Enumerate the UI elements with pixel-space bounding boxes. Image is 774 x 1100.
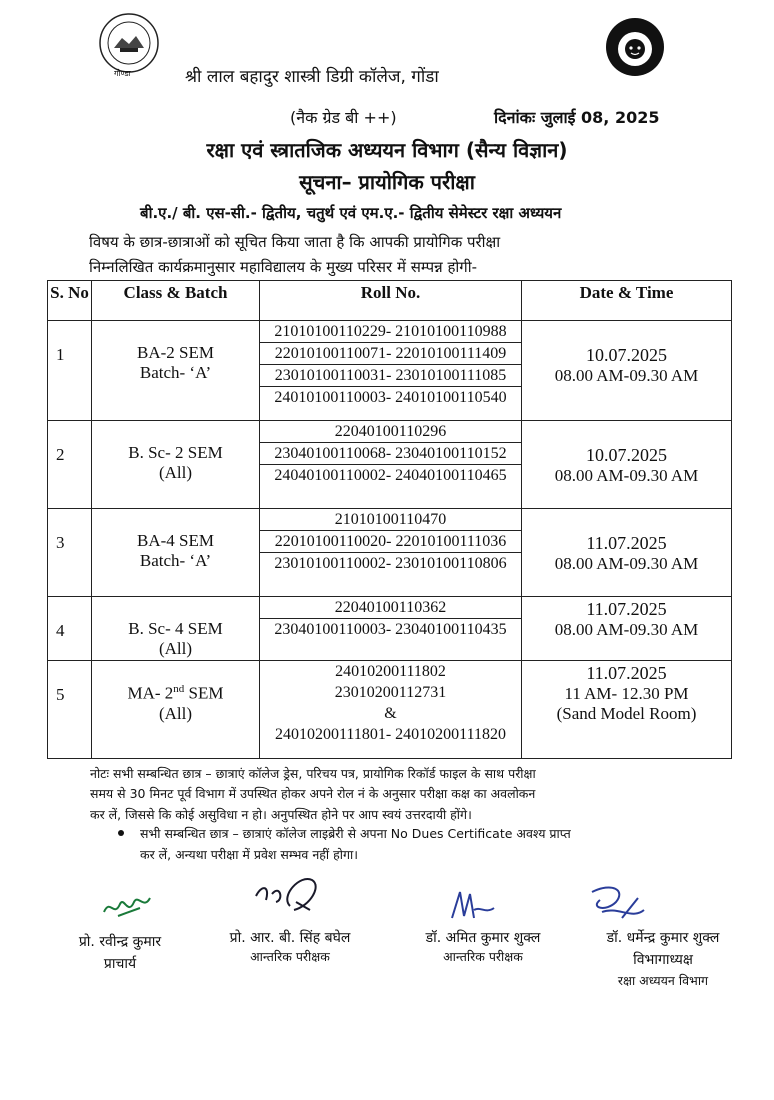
row-class xyxy=(92,661,260,759)
class-name: MA- 2nd SEM xyxy=(127,683,224,703)
exam-time: 08.00 AM-09.30 AM xyxy=(554,466,699,485)
exam-venue: (Sand Model Room) xyxy=(556,704,697,723)
row-sno: 4 xyxy=(48,597,92,661)
notice-title: सूचना– प्रायोगिक परीक्षा xyxy=(299,170,475,194)
exam-time: 08.00 AM-09.30 AM xyxy=(554,366,699,385)
college-name: श्री लाल बहादुर शास्त्री डिग्री कॉलेज, गोंडा xyxy=(185,67,439,87)
row-rolls xyxy=(260,421,522,509)
exam-time: 08.00 AM-09.30 AM xyxy=(554,554,699,573)
exam-time: 08.00 AM-09.30 AM xyxy=(554,620,699,639)
roll-range: 22040100110296 xyxy=(260,421,521,443)
signatory-name: प्रो. आर. बी. सिंह बघेल xyxy=(229,930,351,946)
exam-date: 11.07.2025 xyxy=(586,533,667,553)
table-header-row xyxy=(48,281,732,321)
signatory-title: विभागाध्यक्ष xyxy=(633,952,693,968)
college-logo xyxy=(98,12,160,74)
girl-emblem-logo xyxy=(604,16,666,78)
row-datetime xyxy=(522,321,732,421)
exam-schedule-table xyxy=(47,280,732,759)
department-title: रक्षा एवं स्त्रातजिक अध्ययन विभाग (सैन्य विज्ञान) xyxy=(206,138,568,162)
table-row xyxy=(48,421,732,509)
notice-date: दिनांकः जुलाई 08, 2025 xyxy=(494,108,660,127)
row-datetime xyxy=(522,509,732,597)
header-date: Date & Time xyxy=(522,281,732,321)
signatory-name: प्रो. रवीन्द्र कुमार xyxy=(78,934,162,950)
header-sno: S. No xyxy=(48,281,92,321)
row-class xyxy=(92,321,260,421)
signatory-title: प्राचार्य xyxy=(103,956,137,972)
signatory-name: डॉ. अमित कुमार शुक्ल xyxy=(425,930,541,946)
row-sno: 1 xyxy=(48,321,92,421)
class-name: BA-4 SEM xyxy=(137,531,214,550)
row-sno: 5 xyxy=(48,661,92,759)
roll-range: 24010200111802 xyxy=(335,663,446,680)
roll-range: 21010100110470 xyxy=(260,509,521,531)
intro-line-3: निम्नलिखित कार्यक्रमानुसार महाविद्यालय के मुख्य परिसर में सम्पन्न होगी- xyxy=(89,258,478,276)
intro-line-2: विषय के छात्र-छात्राओं को सूचित किया जाता है कि आपकी प्रायोगिक परीक्षा xyxy=(89,233,501,251)
class-batch: (All) xyxy=(158,639,193,658)
exam-date: 11.07.2025 xyxy=(586,663,667,683)
signature-hod xyxy=(582,880,652,930)
header-roll: Roll No. xyxy=(260,281,522,321)
class-batch: (All) xyxy=(158,463,193,482)
table-row xyxy=(48,509,732,597)
bullet-icon xyxy=(118,830,124,836)
class-batch: (All) xyxy=(158,703,193,723)
class-batch: Batch- ‘A’ xyxy=(139,551,212,570)
row-class xyxy=(92,421,260,509)
row-class xyxy=(92,509,260,597)
note-line-3: कर लें, जिससे कि कोई असुविधा न हो। अनुपस्थित होने पर आप स्वयं उत्तरदायी होंगे। xyxy=(90,807,472,822)
class-name: BA-2 SEM xyxy=(137,343,214,362)
row-sno: 3 xyxy=(48,509,92,597)
roll-range: 24040100110002- 24040100110465 xyxy=(274,467,507,484)
bullet-line-1: सभी सम्बन्धित छात्र – छात्राएं कॉलेज लाइब्रेरी से अपना No Dues Certificate अवश्य प्राप्त xyxy=(140,826,571,841)
roll-range: 22010100110020- 22010100111036 xyxy=(260,531,521,553)
class-name: B. Sc- 2 SEM xyxy=(128,443,223,462)
naac-grade: (नैक ग्रेड बी ++) xyxy=(290,108,397,127)
roll-range: 23010100110002- 23010100110806 xyxy=(274,555,507,572)
roll-range: 24010200111801- 24010200111820 xyxy=(275,726,506,743)
signatory-title: आन्तरिक परीक्षक xyxy=(443,949,523,964)
class-name: B. Sc- 4 SEM xyxy=(128,619,223,638)
roll-range: 22040100110362 xyxy=(260,597,521,619)
row-rolls xyxy=(260,509,522,597)
logo-caption: गोण्डा xyxy=(114,69,131,78)
roll-connector: & xyxy=(384,705,397,722)
signature-principal xyxy=(100,888,160,924)
roll-range: 23010100110031- 23010100111085 xyxy=(260,365,521,387)
row-datetime xyxy=(522,597,732,661)
note-line-1: नोटः सभी सम्बन्धित छात्र – छात्राएं कॉलेज ड्रेस, परिचय पत्र, प्रायोगिक रिकॉर्ड फाइल के साथ परीक्षा xyxy=(90,766,536,781)
signature-examiner-1 xyxy=(250,866,330,926)
roll-range: 21010100110229- 21010100110988 xyxy=(260,321,521,343)
roll-range: 22010100110071- 22010100111409 xyxy=(260,343,521,365)
signature-examiner-2 xyxy=(448,886,498,924)
row-class xyxy=(92,597,260,661)
table-row xyxy=(48,597,732,661)
exam-date: 10.07.2025 xyxy=(586,445,667,465)
class-batch: Batch- ‘A’ xyxy=(139,363,212,382)
signatory-name: डॉ. धर्मेन्द्र कुमार शुक्ल xyxy=(606,930,720,946)
roll-range: 24010100110003- 24010100110540 xyxy=(274,389,507,406)
bullet-line-2: कर लें, अन्यथा परीक्षा में प्रवेश सम्भव नहीं होगा। xyxy=(140,847,358,862)
signatory-title: आन्तरिक परीक्षक xyxy=(250,949,330,964)
roll-range: 23010200112731 xyxy=(334,684,447,701)
table-row xyxy=(48,321,732,421)
header-class: Class & Batch xyxy=(92,281,260,321)
row-sno: 2 xyxy=(48,421,92,509)
table-row xyxy=(48,661,732,759)
intro-line-1: बी.ए./ बी. एस-सी.- द्वितीय, चतुर्थ एवं एम.ए.- द्वितीय सेमेस्टर रक्षा अध्ययन xyxy=(140,204,562,222)
row-rolls xyxy=(260,321,522,421)
exam-date: 10.07.2025 xyxy=(586,345,667,365)
signatory-department: रक्षा अध्ययन विभाग xyxy=(617,973,709,988)
row-datetime xyxy=(522,661,732,759)
roll-range: 23040100110003- 23040100110435 xyxy=(274,621,507,638)
row-rolls xyxy=(260,661,522,759)
roll-range: 23040100110068- 23040100110152 xyxy=(260,443,521,465)
row-rolls xyxy=(260,597,522,661)
exam-date: 11.07.2025 xyxy=(586,599,667,619)
note-line-2: समय से 30 मिनट पूर्व विभाग में उपस्थित होकर अपने रोल नं के अनुसार परीक्षा कक्ष का अवलोकन xyxy=(90,786,536,801)
row-datetime xyxy=(522,421,732,509)
exam-time: 11 AM- 12.30 PM xyxy=(564,684,689,703)
